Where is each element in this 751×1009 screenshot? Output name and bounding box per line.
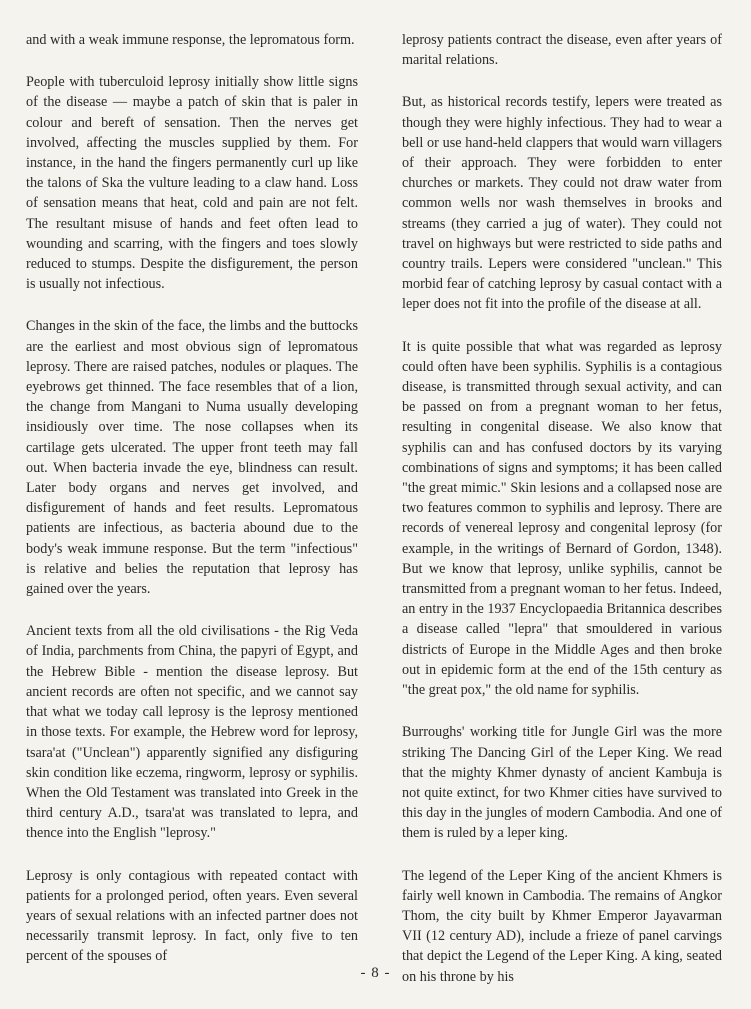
paragraph: Ancient texts from all the old civilisations - the Rig Veda of India, parchments from China, the papyri of Egypt, and the Hebrew Bible - mention the disease leprosy. But ancient records are often not specific, and we cannot say that what we today call leprosy is the leprosy mentioned in those texts. For example, the Hebrew word for leprosy, tsara'at ("Unclean") apparently signified any disfiguring skin condition like eczema, ringworm, leprosy or syphilis. When the Old Testament was translated into Greek in the third century A.D., tsara'at was translated to lepra, and thence into the English "leprosy." (26, 623, 358, 842)
paragraph: People with tuberculoid leprosy initially show little signs of the disease — maybe a patch of skin that is paler in colour and bereft of sensation. Then the nerves get involved, affecting the muscles supplied by them. For instance, in the hand the fingers permanently curl up like the talons of Ska the vulture leading to a claw hand. Loss of sensation means that heat, cold and pain are not felt. The resultant misuse of hands and feet often lead to wounding and scarring, with the fingers and toes slowly reduced to stumps. Despite the disfigurement, the person is usually not infectious. (26, 74, 358, 293)
paragraph: and with a weak immune response, the lepromatous form. (26, 32, 355, 48)
paragraph: But, as historical records testify, lepers were treated as though they were highly infectious. They had to wear a bell or use hand-held clappers that would warn villagers of their approach. They were forbidden to enter churches or markets. They could not draw water from common wells nor wash themselves in brooks and streams (they carried a jug of water). They could not travel on highways but were restricted to side paths and country trails. Lepers were considered "unclean." This morbid fear of catching leprosy by casual contact with a leper does not fit into the profile of the disease at all. (402, 94, 722, 313)
right-column (402, 30, 722, 1009)
paragraph: The legend of the Leper King of the ancient Khmers is fairly well known in Cambodia. The remains of Angkor Thom, the city built by Khmer Emperor Jayavarman VII (12 century AD), include a frieze of panel carvings that depict the Legend of the Leper King. A king, seated on his throne by his (402, 867, 722, 985)
paragraph: It is quite possible that what was regarded as leprosy could often have been syphilis. Syphilis is a contagious disease, is transmitted through sexual activity, and can be passed on from a pregnant woman to her fetus, resulting in congenital disease. We also know that syphilis can and has confused doctors by its varying combinations of signs and symptoms; it has been called "the great mimic." Skin lesions and a collapsed nose are two features common to syphilis and leprosy. There are records of venereal leprosy and congenital leprosy (for example, in the writings of Bernard of Gordon, 1348). But we know that leprosy, unlike syphilis, cannot be transmitted from a pregnant woman to her fetus. Indeed, an entry in the 1937 Encyclopaedia Britannica describes a disease called "lepra" that smouldered in various districts of Europe in the Middle Ages and then broke out in epidemic form at the end of the 15th century as "the great pox," the old name for syphilis. (402, 338, 722, 699)
page-number: - 8 - (360, 965, 391, 981)
paragraph: leprosy patients contract the disease, even after years of marital relations. (402, 32, 722, 69)
paragraph: Changes in the skin of the face, the limbs and the buttocks are the earliest and most obvious sign of lepromatous leprosy. There are raised patches, nodules or plaques. The eyebrows get thinned. The face resembles that of a lion, the change from Mangani to Numa usually developing insidiously over time. The nose collapses when its cartilage gets ulcerated. The upper front teeth may fall out. When bacteria invade the eye, blindness can result. Later body organs and nerves get involved, and disfigurement of hands and feet results. Lepromatous patients are infectious, as bacteria abound due to the body's weak immune response. But the term "infectious" is relative and belies the reputation that leprosy has gained over the years. (26, 318, 358, 598)
paragraph: Burroughs' working title for Jungle Girl was the more striking The Dancing Girl of the Leper King. We read that the mighty Khmer dynasty of ancient Kambuja is not quite extinct, for two Khmer cities have survived to this day in the jungles of modern Cambodia. And one of them is ruled by a leper king. (402, 724, 722, 842)
paragraph: Leprosy is only contagious with repeated contact with patients for a prolonged period, often years. Even several years of sexual relations with an infected partner does not necessarily transmit leprosy. In fact, only five to ten percent of the spouses of (26, 867, 358, 965)
left-column (26, 30, 358, 989)
